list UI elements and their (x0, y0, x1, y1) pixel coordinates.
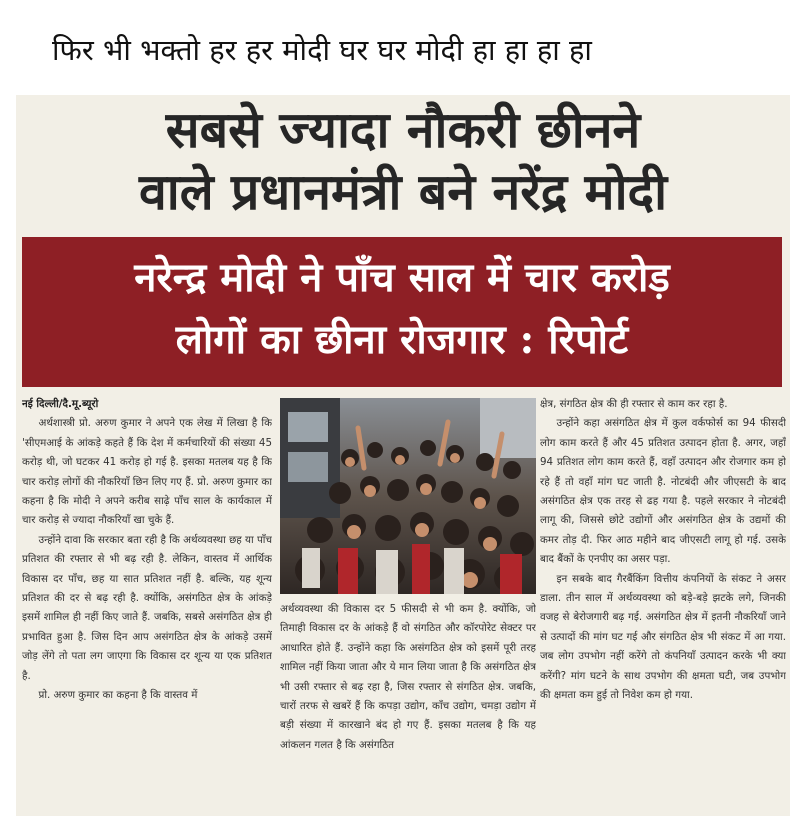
sub-headline-banner (22, 237, 782, 387)
article-paragraph: अर्थव्यवस्था की विकास दर 5 फीसदी से भी कम है. क्योंकि, जो तिमाही विकास दर के आंकड़े हैं वो संगठित और कॉरपोरेट सेक्टर पर आधारित होते हैं. उन्होंने कहा कि असंगठित क्षेत्र को इसमें पूरी तरह शामिल नहीं किया जाता और ये मान लिया जाता है कि असंगठित क्षेत्र भी उसी रफ्तार से बढ़ रहा है, जिस रफ्तार से संगठित क्षेत्र. जबकि, चारों तरफ से खबरें हैं कि कपड़ा उद्योग, काँच उद्योग, चमड़ा उद्योग में बड़ी संख्या में कारखाने बंद हो गए हैं. इसका मतलब है कि यह आंकलन गलत है कि असंगठित (280, 603, 536, 751)
article-column-3 (540, 395, 786, 810)
headline-line-2: वाले प्रधानमंत्री बने नरेंद्र मोदी (138, 162, 668, 221)
article-paragraph: क्षेत्र, संगठित क्षेत्र की ही रफ्तार से काम कर रहा है. (540, 398, 728, 410)
article-paragraph: अर्थशास्त्री प्रो. अरुण कुमार ने अपने एक लेख में लिखा है कि 'सीएमआई के आंकड़े कहते हैं कि देश में कर्मचारियों की संख्या 45 करोड़ थी, जो घटकर 41 करोड़ हो गई है. इसका मतलब यह है कि चार करोड़ लोगों की नौकरियाँ छिन लिए गए हैं. प्रो. अरुण कुमार का कहना है कि मोदी ने अपने करीब साढ़े पाँच साल के कार्यकाल में चार करोड़ से ज्यादा नौकरियाँ खा चुके हैं. (22, 417, 272, 527)
headline-line-1: सबसे ज्यादा नौकरी छीनने (165, 100, 641, 159)
byline: नई दिल्ली/दै.मू.ब्यूरो (22, 398, 99, 410)
crowd-photo (280, 398, 536, 594)
newspaper-clipping (16, 95, 790, 816)
post-caption: फिर भी भक्तो हर हर मोदी घर घर मोदी हा हा हा हा (52, 33, 592, 67)
article-column-1 (22, 395, 272, 810)
article-paragraph: इन सबके बाद गैरबैंकिंग वित्तीय कंपनियों के संकट ने असर डाला. तीन साल में अर्थव्यवस्था को बड़े-बड़े झटके लगे, जिनकी वजह से बेरोजगारी बढ़ गई. असंगठित क्षेत्र में इतनी नौकरियाँ जाने से उत्पादों की मांग घट गई और संगठित क्षेत्र भी संकट में आ गया. जब लोग उपभोग नहीं करेंगे तो कंपनियाँ उत्पादन करके भी क्या करेंगी? मांग घटने के साथ उपभोग की क्षमता घटी, जब उपभोग की क्षमता कम हुई तो निवेश कम हो गया. (540, 572, 786, 702)
main-headline (16, 99, 790, 223)
article-paragraph: उन्होंने कहा असंगठित क्षेत्र में कुल वर्कफोर्स का 94 फीसदी लोग काम करते हैं और 45 प्रतिशत उत्पादन होता है. अगर, जहाँ 94 प्रतिशत लोग काम करते हैं, वहाँ उत्पादन और रोजगार कम हो रहे हैं तो वहाँ मांग घट जाती है. नोटबंदी और जीएसटी के बाद असंगठित क्षेत्र एक तरह से ढह गया है. पहले सरकार ने नोटबंदी लागू की, जिससे छोटे उद्योगों और असंगठित क्षेत्र के उद्यमों की कमर तोड़ दी. फिर आठ महीने बाद जीएसटी लागू हो गई. उसके बाद बैंकों के एनपीए का असर पड़ा. (540, 417, 786, 566)
banner-line-1: नरेन्द्र मोदी ने पाँच साल में चार करोड़ (134, 254, 670, 301)
banner-line-2: लोगों का छीना रोजगार : रिपोर्ट (175, 316, 629, 363)
article-column-2 (280, 600, 536, 810)
article-paragraph: उन्होंने दावा कि सरकार बता रही है कि अर्थव्यवस्था छह या पाँच प्रतिशत की रफ्तार से भी बढ़ रही है. लेकिन, वास्तव में आर्थिक विकास दर पाँच, छह या सात प्रतिशत नहीं है. बल्कि, यह शून्य प्रतिशत की दर से बढ़ रही है. क्योंकि, असंगठित क्षेत्र के आंकड़े इसमें शामिल ही नहीं किए जाते हैं. जबकि, सबसे असंगठित क्षेत्र ही प्रभावित हुआ है. जिस दिन आप असंगठित क्षेत्र के आंकड़े उसमें जोड़ लेंगे तो पता लग जाएगा कि विकास दर शून्य या एक प्रतिशत है. (22, 533, 272, 682)
crowd-photo-illustration (280, 398, 536, 594)
article-paragraph: प्रो. अरुण कुमार का कहना है कि वास्तव में (38, 689, 198, 702)
